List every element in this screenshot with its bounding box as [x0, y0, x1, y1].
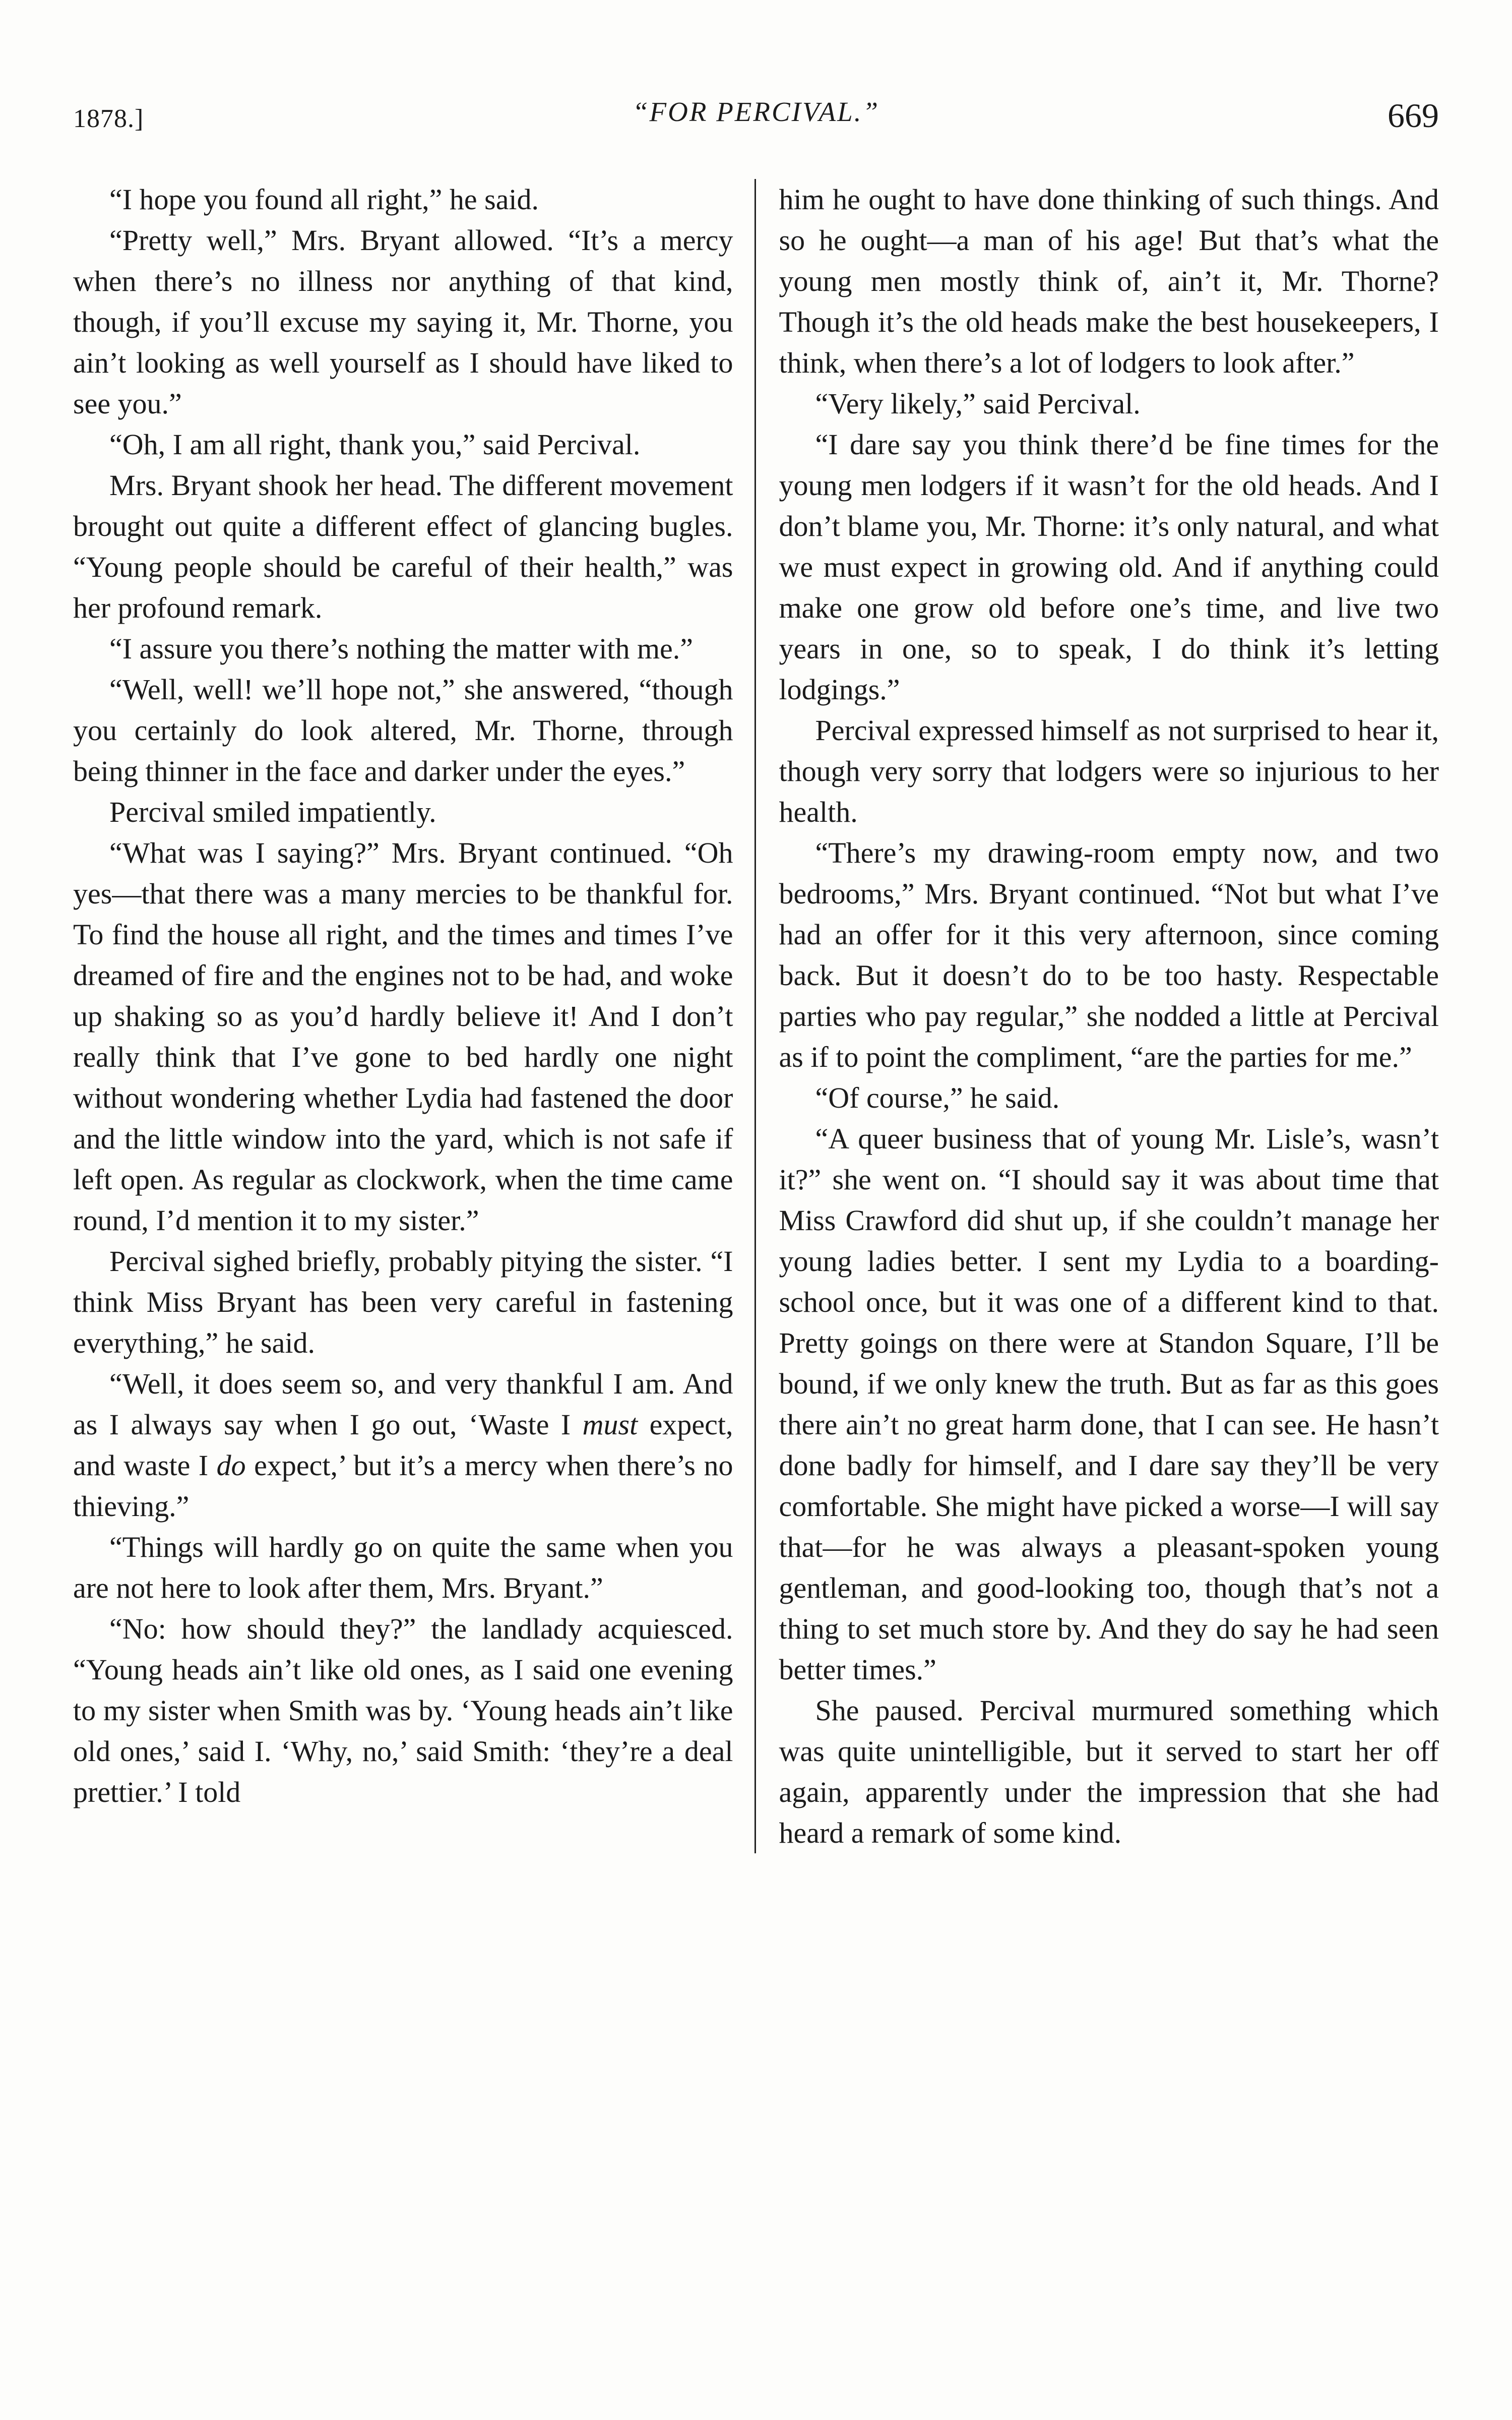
running-head	[73, 96, 1439, 151]
paragraph: “Well, well! we’ll hope not,” she answered, “though you certainly do look altered, Mr. Thorne, through being thinner in the face and darker under the eyes.”	[73, 673, 733, 788]
paragraph: “Well, it does seem so, and very thankful I am. And as I always say when I go out, ‘Waste I must expect, and waste I do expect,’ but it’s a mercy when there’s no thieving.”	[73, 1367, 733, 1523]
paragraph: “I hope you found all right,” he said.	[109, 183, 539, 216]
header-year: 1878.]	[73, 104, 144, 133]
paragraph: “I dare say you think there’d be fine times for the young men lodgers if it wasn’t for the old heads. And I don’t blame you, Mr. Thorne: it’s only natural, and what we must expect in growing old. And if anything could make one grow old before one’s time, and live two years in one, so to speak, I do think it’s letting lodgings.”	[779, 428, 1439, 706]
paragraph: “Pretty well,” Mrs. Bryant allowed. “It’s a mercy when there’s no illness nor anything of that kind, though, if you’ll excuse my saying it, Mr. Thorne, you ain’t looking as well yourself as I should have liked to see you.”	[73, 224, 733, 420]
text-columns	[73, 179, 1439, 1853]
paragraph: Percival smiled impatiently.	[109, 796, 436, 828]
header-page-number: 669	[1388, 96, 1439, 135]
paragraph: “Of course,” he said.	[815, 1081, 1060, 1114]
text-column-left	[73, 179, 754, 1853]
paragraph: “Very likely,” said Percival.	[815, 387, 1141, 420]
text-column-right	[756, 179, 1439, 1853]
paragraph: Percival expressed himself as not surprised to hear it, though very sorry that lodgers were so injurious to her health.	[779, 714, 1439, 828]
paragraph: She paused. Percival murmured something which was quite unintelligible, but it served to start her off again, apparently under the impression that she had heard a remark of some kind.	[779, 1694, 1439, 1849]
paragraph: him he ought to have done thinking of such things. And so he ought—a man of his age! But that’s what the young men mostly think of, ain’t it, Mr. Thorne? Though it’s the old heads make the best housekeepers, I think, when there’s a lot of lodgers to look after.”	[779, 183, 1439, 379]
paragraph: “Oh, I am all right, thank you,” said Percival.	[109, 428, 641, 461]
paragraph: “I assure you there’s nothing the matter with me.”	[109, 632, 694, 665]
paragraph: “Things will hardly go on quite the same when you are not here to look after them, Mrs. Bryant.”	[73, 1531, 733, 1604]
header-title: “FOR PERCIVAL.”	[632, 96, 880, 127]
paragraph: Percival sighed briefly, probably pitying the sister. “I think Miss Bryant has been very careful in fastening everything,” he said.	[73, 1245, 733, 1359]
paragraph: “No: how should they?” the landlady acquiesced. “Young heads ain’t like old ones, as I said one evening to my sister when Smith was by. ‘Young heads ain’t like old ones,’ said I. ‘Why, no,’ said Smith: ‘they’re a deal prettier.’ I told	[73, 1612, 733, 1808]
paragraph: “A queer business that of young Mr. Lisle’s, wasn’t it?” she went on. “I should say it was about time that Miss Crawford did shut up, if she couldn’t manage her young ladies better. I sent my Lydia to a boarding-school once, but it was one of a different kind to that. Pretty goings on there were at Standon Square, I’ll be bound, if we only knew the truth. But as far as this goes there ain’t no great harm done, that I can see. He hasn’t done badly for himself, and I dare say they’ll be very comfortable. She might have picked a worse—I will say that—for he was always a pleasant-spoken young gentleman, and good-looking too, though that’s not a thing to set much store by. And they do say he had seen better times.”	[779, 1122, 1439, 1686]
paragraph: “There’s my drawing-room empty now, and two bedrooms,” Mrs. Bryant continued. “Not but what I’ve had an offer for it this very afternoon, since coming back. But it doesn’t do to be too hasty. Respectable parties who pay regular,” she nodded a little at Percival as if to point the compliment, “are the parties for me.”	[779, 836, 1439, 1073]
paragraph: Mrs. Bryant shook her head. The different movement brought out quite a different effect of glancing bugles. “Young people should be careful of their health,” was her profound remark.	[73, 469, 733, 624]
paragraph: “What was I saying?” Mrs. Bryant continued. “Oh yes—that there was a many mercies to be thankful for. To find the house all right, and the times and times I’ve dreamed of fire and the engines not to be had, and woke up shaking so as you’d hardly believe it! And I don’t really think that I’ve gone to bed hardly one night without wondering whether Lydia had fastened the door and the little window into the yard, which is not safe if left open. As regular as clockwork, when the time came round, I’d mention it to my sister.”	[73, 836, 733, 1237]
